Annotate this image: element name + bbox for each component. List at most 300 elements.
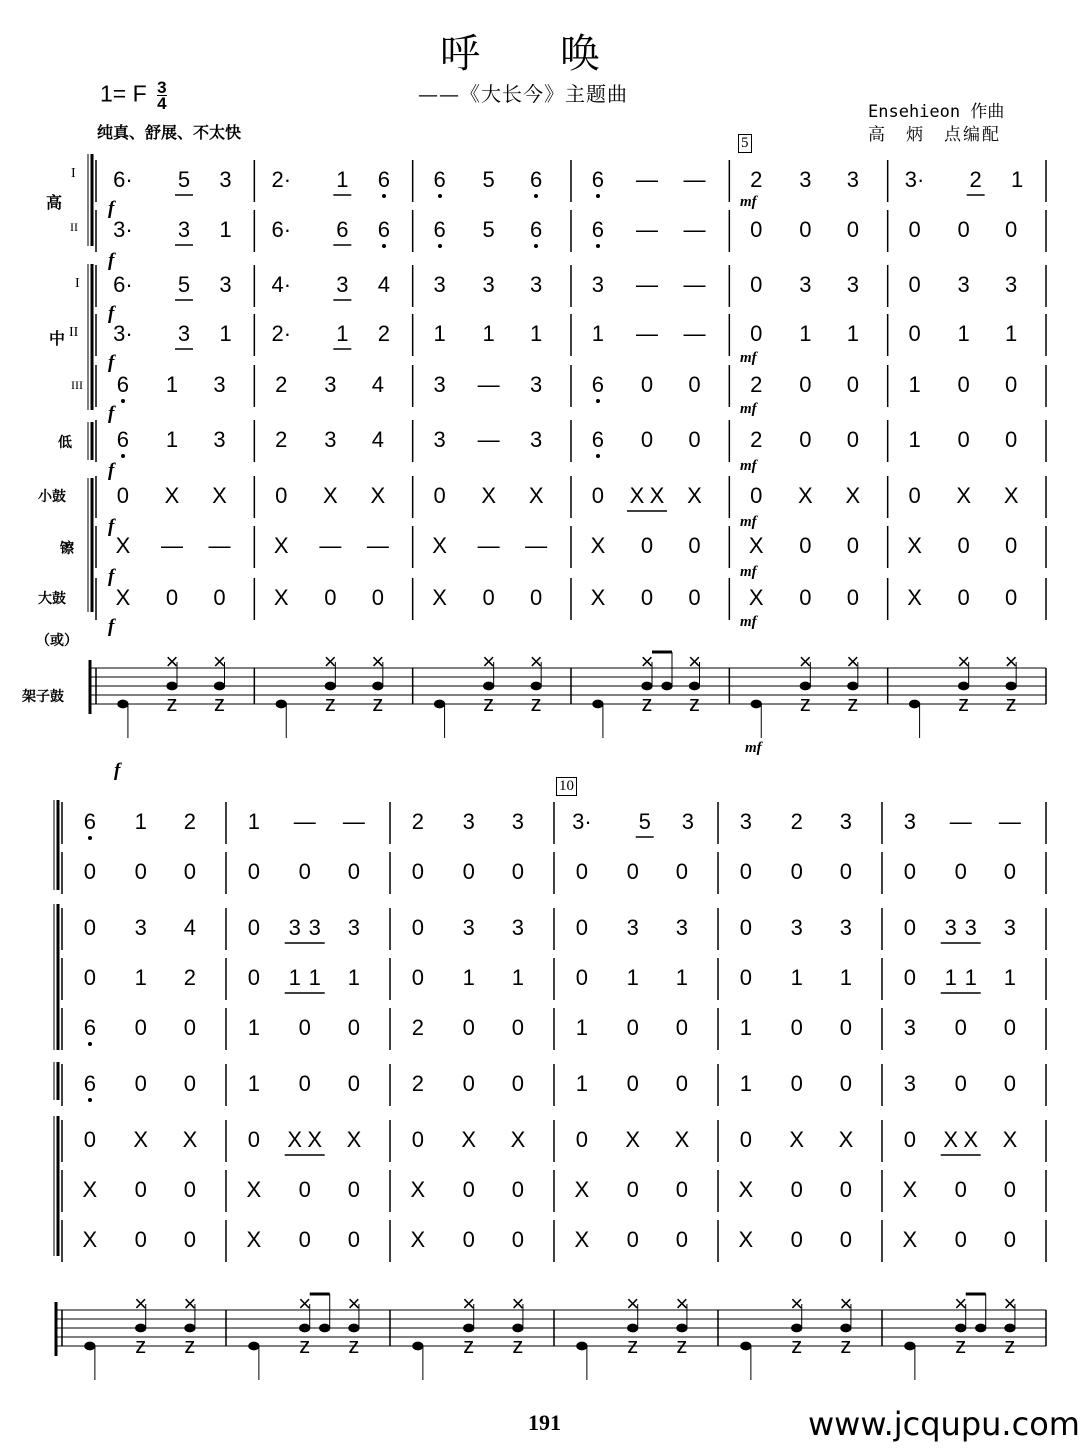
rest-mark: z xyxy=(166,691,178,716)
note-low: 3 xyxy=(324,427,337,452)
note-m2: — xyxy=(636,321,658,346)
note-h1: 3 xyxy=(511,809,525,834)
snare-note xyxy=(976,1324,986,1332)
note-h1: — xyxy=(293,809,316,834)
dynamic-forte: f xyxy=(108,403,115,424)
note-m3: 0 xyxy=(1005,372,1018,397)
note-snare: 0 xyxy=(411,1127,424,1152)
note-m2: 1 xyxy=(336,321,349,346)
note-bass: X xyxy=(82,1227,98,1252)
note-low: 0 xyxy=(957,427,970,452)
note-h2: 0 xyxy=(575,859,588,884)
note-m1: — xyxy=(683,272,706,297)
rest-mark: z xyxy=(1004,1333,1016,1358)
note-bass: X xyxy=(432,585,447,610)
note-m1: 3 xyxy=(626,915,639,940)
note-low: 0 xyxy=(839,1071,853,1096)
note-m3: 3 xyxy=(324,372,337,397)
note-h2: 0 xyxy=(675,859,689,884)
hihat-note: × xyxy=(165,649,179,674)
note-bass: 0 xyxy=(954,1227,967,1252)
note-bass: 0 xyxy=(675,1227,689,1252)
label-mid-3: III xyxy=(71,378,83,392)
snare-note xyxy=(464,1324,474,1332)
hihat-note: × xyxy=(1003,1291,1017,1316)
note-h1: 3 xyxy=(219,167,232,192)
key-label: 1= F xyxy=(100,80,147,107)
hihat-note: × xyxy=(323,649,337,674)
note-bass: X xyxy=(590,585,606,610)
note-bass: X xyxy=(574,1227,590,1252)
note-m1: 0 xyxy=(411,915,424,940)
rest-mark: z xyxy=(840,1333,852,1358)
note-low: 0 xyxy=(183,1071,197,1096)
note-h1: 6 xyxy=(591,167,605,192)
note-m1: 0 xyxy=(750,272,763,297)
note-m3: 2 xyxy=(750,372,763,397)
hihat-note: × xyxy=(688,649,701,674)
note-m1: 3 xyxy=(846,272,859,297)
note-h2: 0 xyxy=(957,217,970,242)
note-snare: X xyxy=(182,1127,198,1152)
note-m2: 0 xyxy=(83,965,96,990)
snare-note xyxy=(841,1324,851,1332)
note-m2: 0 xyxy=(411,965,424,990)
label-mid: 中 xyxy=(49,329,66,348)
note-h1: 2 xyxy=(790,809,803,834)
note-low: 0 xyxy=(1005,427,1018,452)
note-m2: 0 xyxy=(575,965,588,990)
composer-credit: Ensehieon 作曲 xyxy=(868,102,1005,122)
note-snare: X xyxy=(963,1127,979,1152)
note-m1: 6· xyxy=(113,272,133,297)
bass-drum-note xyxy=(118,700,128,708)
note-cym: X xyxy=(273,533,289,558)
note-m3: 0 xyxy=(799,372,812,397)
note-snare: 0 xyxy=(903,1127,916,1152)
note-m1: 5 xyxy=(177,272,191,297)
note-snare: X xyxy=(797,483,813,508)
rest-mark: z xyxy=(348,1333,360,1358)
rest-mark: z xyxy=(463,1333,475,1358)
snare-note xyxy=(677,1324,687,1332)
hihat-note: × xyxy=(640,649,654,674)
bass-drum-note xyxy=(593,700,603,708)
note-h2: — xyxy=(636,217,658,242)
note-h2: 0 xyxy=(183,859,197,884)
note-h2: 0 xyxy=(908,217,921,242)
note-cym: 0 xyxy=(626,1177,639,1202)
note-low: 4 xyxy=(371,427,384,452)
note-h1: 3 xyxy=(462,809,475,834)
note-m1: 3 xyxy=(799,272,812,297)
hihat-note: × xyxy=(347,1291,361,1316)
note-bass: 0 xyxy=(1003,1227,1017,1252)
note-m3: 6 xyxy=(591,372,605,397)
note-low: 0 xyxy=(462,1071,475,1096)
note-snare: X xyxy=(461,1127,477,1152)
note-m1: 3 xyxy=(675,915,689,940)
note-bass: 0 xyxy=(1005,585,1018,610)
hihat-note: × xyxy=(839,1291,853,1316)
hihat-note: × xyxy=(790,1291,804,1316)
note-low: 0 xyxy=(626,1071,639,1096)
note-low: 1 xyxy=(165,427,179,452)
note-snare: X xyxy=(307,1127,323,1152)
snare-note xyxy=(320,1324,330,1332)
note-m2: 3 xyxy=(177,321,191,346)
note-snare: X xyxy=(212,483,227,508)
rest-mark: z xyxy=(135,1333,147,1358)
dynamic-forte: f xyxy=(108,198,115,219)
note-low: 0 xyxy=(846,427,859,452)
note-snare: X xyxy=(838,1127,854,1152)
hihat-note: × xyxy=(626,1291,640,1316)
note-m3: 0 xyxy=(347,1015,361,1040)
note-m1: 3 xyxy=(1005,272,1018,297)
note-bass: X xyxy=(748,585,764,610)
rest-mark: z xyxy=(299,1333,311,1358)
note-cym: 0 xyxy=(298,1177,311,1202)
note-snare: X xyxy=(510,1127,526,1152)
note-m1: 0 xyxy=(908,272,921,297)
note-cym: X xyxy=(574,1177,590,1202)
snare-note xyxy=(215,682,225,690)
note-m2: 1 xyxy=(675,965,689,990)
page-number: 191 xyxy=(528,1410,561,1435)
note-h2: 3· xyxy=(113,217,133,242)
note-bass: 0 xyxy=(324,585,337,610)
note-low: 0 xyxy=(799,427,812,452)
note-m1: 3 xyxy=(591,272,605,297)
note-h1: — xyxy=(949,809,972,834)
note-cym: 0 xyxy=(134,1177,147,1202)
note-m3: 0 xyxy=(1003,1015,1017,1040)
note-h1: 3 xyxy=(799,167,812,192)
note-bass: 0 xyxy=(134,1227,147,1252)
note-cym: X xyxy=(748,533,764,558)
hihat-note: × xyxy=(462,1291,476,1316)
note-snare: X xyxy=(287,1127,303,1152)
snare-note xyxy=(662,682,672,690)
hihat-note: × xyxy=(482,649,496,674)
rest-mark: z xyxy=(184,1333,196,1358)
note-snare: X xyxy=(528,483,544,508)
note-bass: 0 xyxy=(213,585,226,610)
note-h1: 6 xyxy=(83,809,96,834)
note-m3: 1 xyxy=(165,372,179,397)
note-h1: 5 xyxy=(638,809,651,834)
rest-mark: z xyxy=(955,1333,967,1358)
note-m2: 1 xyxy=(964,965,977,990)
bass-drum-note xyxy=(905,1342,915,1350)
note-m1: 3 xyxy=(790,915,803,940)
snare-note xyxy=(136,1324,146,1332)
note-h2: 0 xyxy=(298,859,311,884)
note-h1: 2 xyxy=(183,809,197,834)
note-bass: 0 xyxy=(371,585,384,610)
note-cym: X xyxy=(82,1177,98,1202)
note-cym: 0 xyxy=(347,1177,361,1202)
note-low: 1 xyxy=(739,1071,752,1096)
note-bass: X xyxy=(273,585,289,610)
note-low: 2 xyxy=(750,427,763,452)
note-snare: 0 xyxy=(591,483,605,508)
note-m1: 0 xyxy=(247,915,260,940)
note-m1: 4 xyxy=(183,915,197,940)
rest-mark: z xyxy=(676,1333,688,1358)
note-h2: 3 xyxy=(177,217,191,242)
note-h1: 1 xyxy=(134,809,147,834)
dynamic-forte: f xyxy=(108,566,115,587)
rest-mark: z xyxy=(791,1333,803,1358)
note-m2: 1 xyxy=(433,321,446,346)
note-low: 2 xyxy=(275,427,288,452)
snare-note xyxy=(792,1324,802,1332)
rest-mark: z xyxy=(324,691,336,716)
note-m2: 1 xyxy=(1003,965,1017,990)
hihat-note: × xyxy=(511,1291,525,1316)
note-h2: 0 xyxy=(750,217,763,242)
note-m1: 3 xyxy=(957,272,970,297)
note-h1: 3 xyxy=(903,809,916,834)
note-m2: 1 xyxy=(790,965,803,990)
note-h1: 2 xyxy=(750,167,763,192)
note-h1: — xyxy=(342,809,365,834)
note-snare: 0 xyxy=(116,483,130,508)
hihat-note: × xyxy=(134,1291,148,1316)
note-m2: 1 xyxy=(944,965,957,990)
note-m3: 0 xyxy=(954,1015,967,1040)
note-snare: 0 xyxy=(247,1127,260,1152)
note-snare: X xyxy=(346,1127,362,1152)
note-h1: 2· xyxy=(271,167,292,192)
rest-mark: z xyxy=(530,691,542,716)
note-cym: 0 xyxy=(846,533,859,558)
note-snare: X xyxy=(370,483,386,508)
note-snare: X xyxy=(629,483,645,508)
note-m2: 0 xyxy=(750,321,763,346)
hihat-note: × xyxy=(298,1291,312,1316)
note-h1: 5 xyxy=(177,167,191,192)
note-m1: 0 xyxy=(903,915,916,940)
bass-drum-note xyxy=(276,700,286,708)
note-m2: 0 xyxy=(247,965,260,990)
hihat-note: × xyxy=(371,649,385,674)
note-snare: X xyxy=(625,1127,641,1152)
note-m3: 3 xyxy=(213,372,226,397)
dynamic-forte: f xyxy=(108,250,115,271)
note-bass: 0 xyxy=(530,585,543,610)
note-cym: 0 xyxy=(1005,533,1018,558)
note-cym: — xyxy=(319,533,342,558)
note-h1: 6· xyxy=(113,167,133,192)
dynamic-mezzo-forte: mf xyxy=(740,194,757,210)
note-cym: 0 xyxy=(957,533,970,558)
note-cym: 0 xyxy=(799,533,812,558)
rest-mark: z xyxy=(689,691,700,716)
label-bass-drum: 大鼓 xyxy=(38,591,66,607)
snare-note xyxy=(642,682,652,690)
note-h1: 1 xyxy=(1011,167,1024,192)
note-h2: 0 xyxy=(83,859,96,884)
note-h2: 0 xyxy=(626,859,639,884)
note-cym: 0 xyxy=(462,1177,475,1202)
note-bass: 0 xyxy=(482,585,495,610)
bass-drum-note xyxy=(577,1342,587,1350)
note-low: 0 xyxy=(134,1071,147,1096)
rehearsal-mark-5: 5 xyxy=(738,134,752,153)
note-bass: X xyxy=(738,1227,754,1252)
note-h2: 6 xyxy=(377,217,390,242)
note-snare: X xyxy=(845,483,861,508)
note-bass: 0 xyxy=(799,585,812,610)
note-m3: 3 xyxy=(433,372,446,397)
label-high-1: I xyxy=(71,166,76,181)
note-cym: 0 xyxy=(839,1177,853,1202)
website-watermark: www.jcqupu.com xyxy=(808,1405,1080,1443)
hihat-note: × xyxy=(846,649,860,674)
note-bass: X xyxy=(410,1227,426,1252)
note-m1: 3 xyxy=(219,272,232,297)
note-m3: 0 xyxy=(462,1015,475,1040)
note-h2: 0 xyxy=(739,859,752,884)
label-mid-2: II xyxy=(69,325,79,340)
label-high-2: II xyxy=(70,220,78,234)
note-snare: X xyxy=(1002,1127,1018,1152)
rest-mark: z xyxy=(641,691,653,716)
time-sig-bottom: 4 xyxy=(157,94,167,113)
rest-mark: z xyxy=(627,1333,639,1358)
note-low: 6 xyxy=(83,1071,96,1096)
note-m1: 3 xyxy=(347,915,361,940)
note-m3: 1 xyxy=(908,372,921,397)
note-h2: 1 xyxy=(219,217,232,242)
note-m3: 6 xyxy=(116,372,130,397)
note-h2: 0 xyxy=(903,859,916,884)
note-m3: 0 xyxy=(511,1015,525,1040)
snare-note xyxy=(513,1324,523,1332)
note-m1: 3 xyxy=(462,915,475,940)
note-h2: 0 xyxy=(347,859,361,884)
note-m2: 1 xyxy=(626,965,639,990)
note-h1: 6 xyxy=(433,167,446,192)
snare-note xyxy=(325,682,335,690)
note-low: 0 xyxy=(688,427,701,452)
note-m1: 3 xyxy=(944,915,957,940)
rest-mark: z xyxy=(512,1333,524,1358)
snare-note xyxy=(848,682,858,690)
note-bass: 0 xyxy=(846,585,859,610)
note-bass: 0 xyxy=(183,1227,197,1252)
note-cym: X xyxy=(907,533,922,558)
note-m1: 3 xyxy=(1003,915,1017,940)
note-snare: X xyxy=(649,483,665,508)
note-m3: 3 xyxy=(530,372,543,397)
note-cym: X xyxy=(738,1177,754,1202)
note-m1: — xyxy=(636,272,658,297)
note-low: 6 xyxy=(591,427,605,452)
note-h2: 6· xyxy=(271,217,292,242)
note-h1: 2 xyxy=(411,809,424,834)
note-h1: 3· xyxy=(904,167,925,192)
note-m2: 1 xyxy=(219,321,232,346)
note-m3: 3 xyxy=(903,1015,916,1040)
note-m2: 1 xyxy=(799,321,812,346)
snare-note xyxy=(531,682,541,690)
note-m2: 2 xyxy=(183,965,197,990)
note-m3: 0 xyxy=(675,1015,689,1040)
label-or: （或） xyxy=(36,633,78,649)
note-m3: 4 xyxy=(371,372,384,397)
snare-note xyxy=(185,1324,195,1332)
rest-mark: z xyxy=(483,691,495,716)
note-bass: 0 xyxy=(511,1227,525,1252)
note-m2: 0 xyxy=(903,965,916,990)
note-m3: 0 xyxy=(790,1015,803,1040)
note-m1: 3 xyxy=(839,915,853,940)
rest-mark: z xyxy=(847,691,859,716)
note-m3: 0 xyxy=(640,372,654,397)
note-snare: X xyxy=(687,483,702,508)
note-bass: 0 xyxy=(626,1227,639,1252)
note-cym: 0 xyxy=(1003,1177,1017,1202)
note-snare: X xyxy=(164,483,180,508)
note-m1: 3 xyxy=(964,915,977,940)
dynamic-mezzo-forte: mf xyxy=(745,740,762,756)
note-low: 3 xyxy=(530,427,543,452)
note-h1: — xyxy=(636,167,658,192)
bass-drum-note xyxy=(910,700,920,708)
note-bass: X xyxy=(246,1227,262,1252)
note-bass: X xyxy=(115,585,131,610)
note-m2: 3· xyxy=(113,321,133,346)
snare-note xyxy=(349,1324,359,1332)
note-m3: 2 xyxy=(411,1015,424,1040)
note-m2: 1 xyxy=(347,965,361,990)
note-low: 6 xyxy=(116,427,130,452)
snare-note xyxy=(800,682,810,690)
note-h1: 6 xyxy=(530,167,543,192)
note-m1: 3 xyxy=(336,272,349,297)
note-low: 0 xyxy=(790,1071,803,1096)
dynamic-forte: f xyxy=(108,460,115,481)
note-m3: 6 xyxy=(83,1015,96,1040)
note-snare: X xyxy=(674,1127,690,1152)
note-m1: 3 xyxy=(433,272,446,297)
note-cym: X xyxy=(246,1177,262,1202)
note-h2: 0 xyxy=(1003,859,1017,884)
label-high: 高 xyxy=(46,193,63,212)
label-snare: 小鼓 xyxy=(38,489,66,505)
bass-drum-note xyxy=(741,1342,751,1350)
note-cym: — xyxy=(366,533,389,558)
note-snare: 0 xyxy=(275,483,288,508)
note-m1: 3 xyxy=(511,915,525,940)
note-m3: 1 xyxy=(575,1015,588,1040)
note-snare: X xyxy=(956,483,971,508)
note-m2: 0 xyxy=(739,965,752,990)
note-h1: 3 xyxy=(839,809,853,834)
note-h1: 3 xyxy=(739,809,752,834)
note-snare: X xyxy=(322,483,338,508)
hihat-note: × xyxy=(1004,649,1018,674)
note-h1: 2 xyxy=(969,167,982,192)
note-h2: — xyxy=(683,217,706,242)
song-title: 呼 唤 xyxy=(440,31,600,77)
note-h1: — xyxy=(998,809,1021,834)
note-h2: 0 xyxy=(790,859,803,884)
